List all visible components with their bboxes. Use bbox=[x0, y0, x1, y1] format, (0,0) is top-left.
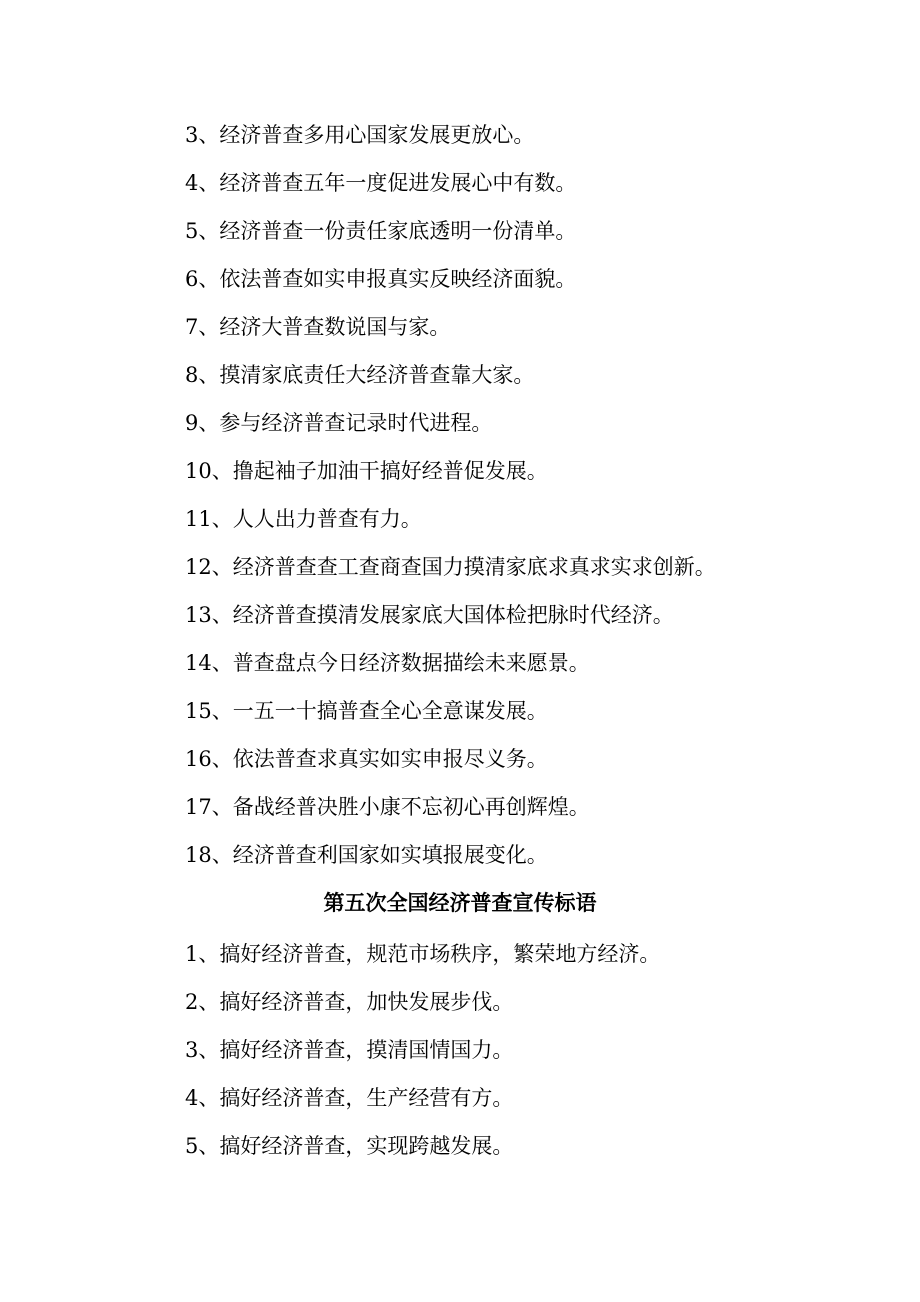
list-item: 3、经济普查多用心国家发展更放心。 bbox=[185, 123, 535, 147]
slogan-list-fifth-census bbox=[185, 934, 885, 1174]
list-item: 16、依法普查求真实如实申报尽义务。 bbox=[185, 747, 548, 771]
list-item: 6、依法普查如实申报真实反映经济面貌。 bbox=[185, 267, 577, 291]
list-item: 2、搞好经济普查，加快发展步伐。 bbox=[185, 990, 514, 1014]
list-item: 15、一五一十搞普查全心全意谋发展。 bbox=[185, 699, 548, 723]
section-heading: 第五次全国经济普查宣传标语 bbox=[323, 890, 597, 915]
list-item: 11、人人出力普查有力。 bbox=[185, 507, 422, 531]
list-item: 5、搞好经济普查，实现跨越发展。 bbox=[185, 1134, 514, 1158]
list-item: 1、搞好经济普查，规范市场秩序，繁荣地方经济。 bbox=[185, 942, 661, 966]
list-item: 4、经济普查五年一度促进发展心中有数。 bbox=[185, 171, 577, 195]
list-item: 9、参与经济普查记录时代进程。 bbox=[185, 411, 493, 435]
list-item: 7、经济大普查数说国与家。 bbox=[185, 315, 451, 339]
list-item: 4、搞好经济普查，生产经营有方。 bbox=[185, 1086, 514, 1110]
list-item: 18、经济普查利国家如实填报展变化。 bbox=[185, 843, 548, 867]
list-item: 12、经济普查查工查商查国力摸清家底求真求实求创新。 bbox=[185, 555, 716, 579]
slogan-list-continued bbox=[185, 115, 885, 931]
list-item: 3、搞好经济普查，摸清国情国力。 bbox=[185, 1038, 514, 1062]
list-item: 10、撸起袖子加油干搞好经普促发展。 bbox=[185, 459, 548, 483]
list-item: 17、备战经普决胜小康不忘初心再创辉煌。 bbox=[185, 795, 590, 819]
list-item: 14、普查盘点今日经济数据描绘未来愿景。 bbox=[185, 651, 590, 675]
list-item: 5、经济普查一份责任家底透明一份清单。 bbox=[185, 219, 577, 243]
list-item: 8、摸清家底责任大经济普查靠大家。 bbox=[185, 363, 535, 387]
list-item: 13、经济普查摸清发展家底大国体检把脉时代经济。 bbox=[185, 603, 674, 627]
